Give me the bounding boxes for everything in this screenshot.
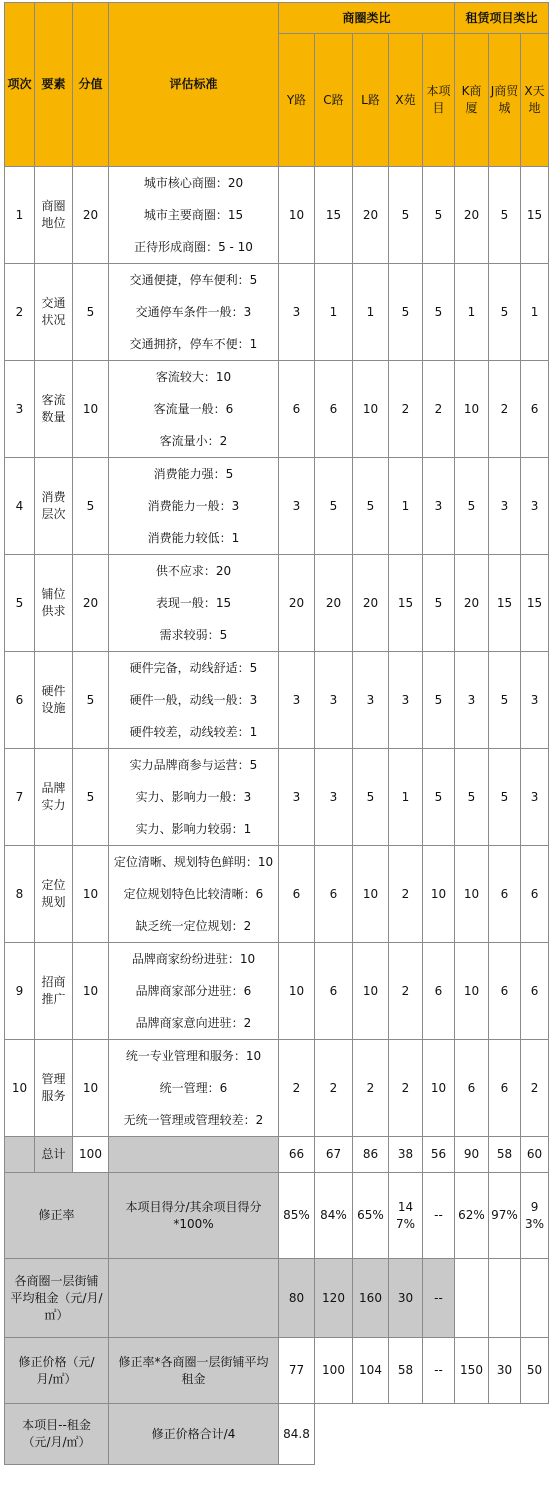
element-cell: 硬件设施 bbox=[35, 652, 73, 749]
adjusted-price-value: -- bbox=[423, 1338, 455, 1404]
value-cell: 15 bbox=[315, 167, 353, 264]
average-rent-value: -- bbox=[423, 1259, 455, 1338]
criteria-line: 实力品牌商参与运营：5 bbox=[129, 758, 258, 772]
item-no-cell: 3 bbox=[5, 361, 35, 458]
total-blank-cell bbox=[5, 1137, 35, 1173]
value-cell: 6 bbox=[455, 1040, 489, 1137]
item-no-cell: 4 bbox=[5, 458, 35, 555]
criteria-cell bbox=[109, 652, 279, 749]
adjusted-price-value: 77 bbox=[279, 1338, 315, 1404]
total-row bbox=[5, 1137, 549, 1173]
criteria-cell bbox=[109, 1040, 279, 1137]
item-no-cell: 2 bbox=[5, 264, 35, 361]
value-cell: 2 bbox=[279, 1040, 315, 1137]
total-score: 100 bbox=[73, 1137, 109, 1173]
value-cell: 3 bbox=[315, 652, 353, 749]
value-cell: 3 bbox=[279, 652, 315, 749]
criteria-line: 供不应求：20 bbox=[155, 564, 232, 578]
value-cell: 3 bbox=[279, 264, 315, 361]
correction-value: 147% bbox=[389, 1173, 423, 1259]
adjusted-price-value: 100 bbox=[315, 1338, 353, 1404]
correction-value: 65% bbox=[353, 1173, 389, 1259]
total-value: 67 bbox=[315, 1137, 353, 1173]
value-cell: 15 bbox=[489, 555, 521, 652]
value-cell: 6 bbox=[315, 846, 353, 943]
criteria-line: 统一管理：6 bbox=[159, 1081, 228, 1095]
total-value: 90 bbox=[455, 1137, 489, 1173]
value-cell: 6 bbox=[521, 846, 549, 943]
criteria-line: 城市主要商圈：15 bbox=[143, 208, 244, 222]
table-row bbox=[5, 361, 549, 458]
table-row bbox=[5, 264, 549, 361]
value-cell: 5 bbox=[455, 458, 489, 555]
element-cell: 交通状况 bbox=[35, 264, 73, 361]
header-criteria: 评估标准 bbox=[109, 3, 279, 167]
criteria-line: 表现一般：15 bbox=[155, 596, 232, 610]
score-cell: 5 bbox=[73, 749, 109, 846]
criteria-line: 无统一管理或管理较差：2 bbox=[123, 1113, 264, 1127]
value-cell: 2 bbox=[389, 846, 423, 943]
average-rent-value bbox=[521, 1259, 549, 1338]
value-cell: 10 bbox=[455, 361, 489, 458]
header-district-comparison: 商圈类比 bbox=[279, 3, 455, 34]
total-value: 60 bbox=[521, 1137, 549, 1173]
score-cell: 10 bbox=[73, 846, 109, 943]
criteria-line: 城市核心商圈：20 bbox=[143, 176, 244, 190]
project-rent-label: 本项目--租金（元/月/㎡） bbox=[5, 1404, 109, 1465]
table-body bbox=[5, 3, 549, 1465]
column-header: C路 bbox=[315, 34, 353, 167]
value-cell: 2 bbox=[389, 1040, 423, 1137]
criteria-line: 客流较大：10 bbox=[155, 370, 232, 384]
criteria-cell bbox=[109, 943, 279, 1040]
criteria-cell bbox=[109, 458, 279, 555]
criteria-line: 硬件完备，动线舒适：5 bbox=[129, 661, 258, 675]
table-row bbox=[5, 1040, 549, 1137]
value-cell: 3 bbox=[423, 458, 455, 555]
correction-value: 85% bbox=[279, 1173, 315, 1259]
value-cell: 3 bbox=[521, 652, 549, 749]
value-cell: 10 bbox=[279, 943, 315, 1040]
table-row bbox=[5, 167, 549, 264]
value-cell: 15 bbox=[521, 167, 549, 264]
criteria-line: 实力、影响力较弱：1 bbox=[135, 822, 252, 836]
adjusted-price-row bbox=[5, 1338, 549, 1404]
average-rent-value bbox=[455, 1259, 489, 1338]
score-cell: 10 bbox=[73, 361, 109, 458]
project-rent-formula: 修正价格合计/4 bbox=[109, 1404, 279, 1465]
table-row bbox=[5, 749, 549, 846]
criteria-cell bbox=[109, 361, 279, 458]
total-value: 38 bbox=[389, 1137, 423, 1173]
criteria-line: 品牌商家意向进驻：2 bbox=[135, 1016, 252, 1030]
header-item-no: 项次 bbox=[5, 3, 35, 167]
header-lease-comparison: 租赁项目类比 bbox=[455, 3, 549, 34]
adjusted-price-label: 修正价格（元/月/㎡） bbox=[5, 1338, 109, 1404]
total-value: 86 bbox=[353, 1137, 389, 1173]
value-cell: 20 bbox=[353, 555, 389, 652]
criteria-line: 定位规划特色比较清晰：6 bbox=[123, 887, 264, 901]
value-cell: 3 bbox=[279, 749, 315, 846]
value-cell: 1 bbox=[353, 264, 389, 361]
item-no-cell: 1 bbox=[5, 167, 35, 264]
criteria-cell bbox=[109, 555, 279, 652]
value-cell: 6 bbox=[521, 943, 549, 1040]
value-cell: 5 bbox=[423, 264, 455, 361]
column-header: J商贸城 bbox=[489, 34, 521, 167]
column-header: K商厦 bbox=[455, 34, 489, 167]
value-cell: 6 bbox=[279, 361, 315, 458]
element-cell: 客流数量 bbox=[35, 361, 73, 458]
value-cell: 3 bbox=[521, 458, 549, 555]
value-cell: 5 bbox=[489, 264, 521, 361]
value-cell: 10 bbox=[455, 846, 489, 943]
adjusted-price-value: 104 bbox=[353, 1338, 389, 1404]
value-cell: 6 bbox=[489, 846, 521, 943]
table-row bbox=[5, 555, 549, 652]
criteria-line: 需求较弱：5 bbox=[159, 628, 228, 642]
adjusted-price-value: 50 bbox=[521, 1338, 549, 1404]
element-cell: 商圈地位 bbox=[35, 167, 73, 264]
value-cell: 5 bbox=[423, 167, 455, 264]
correction-value: 62% bbox=[455, 1173, 489, 1259]
value-cell: 10 bbox=[279, 167, 315, 264]
item-no-cell: 7 bbox=[5, 749, 35, 846]
criteria-line: 交通便捷，停车便利：5 bbox=[129, 273, 258, 287]
criteria-cell bbox=[109, 749, 279, 846]
value-cell: 1 bbox=[521, 264, 549, 361]
value-cell: 3 bbox=[389, 652, 423, 749]
value-cell: 5 bbox=[489, 167, 521, 264]
element-cell: 管理服务 bbox=[35, 1040, 73, 1137]
value-cell: 2 bbox=[353, 1040, 389, 1137]
rent-evaluation-table bbox=[4, 2, 549, 1465]
value-cell: 2 bbox=[389, 361, 423, 458]
value-cell: 6 bbox=[521, 361, 549, 458]
adjusted-price-value: 30 bbox=[489, 1338, 521, 1404]
criteria-line: 品牌商家纷纷进驻：10 bbox=[131, 952, 256, 966]
criteria-line: 正待形成商圈：5 - 10 bbox=[134, 240, 253, 254]
column-header: X天地 bbox=[521, 34, 549, 167]
value-cell: 1 bbox=[315, 264, 353, 361]
score-cell: 5 bbox=[73, 264, 109, 361]
header-score: 分值 bbox=[73, 3, 109, 167]
score-cell: 20 bbox=[73, 167, 109, 264]
value-cell: 1 bbox=[455, 264, 489, 361]
value-cell: 3 bbox=[353, 652, 389, 749]
column-header: L路 bbox=[353, 34, 389, 167]
criteria-line: 缺乏统一定位规划：2 bbox=[135, 919, 252, 933]
score-cell: 5 bbox=[73, 652, 109, 749]
score-cell: 10 bbox=[73, 1040, 109, 1137]
value-cell: 2 bbox=[489, 361, 521, 458]
criteria-line: 统一专业管理和服务：10 bbox=[125, 1049, 262, 1063]
column-header: 本项目 bbox=[423, 34, 455, 167]
project-rent-blank bbox=[315, 1404, 549, 1465]
criteria-line: 消费能力一般：3 bbox=[147, 499, 240, 513]
value-cell: 6 bbox=[315, 361, 353, 458]
value-cell: 2 bbox=[521, 1040, 549, 1137]
average-rent-value: 30 bbox=[389, 1259, 423, 1338]
value-cell: 5 bbox=[489, 749, 521, 846]
value-cell: 20 bbox=[279, 555, 315, 652]
value-cell: 5 bbox=[423, 555, 455, 652]
correction-value: -- bbox=[423, 1173, 455, 1259]
average-rent-value bbox=[489, 1259, 521, 1338]
value-cell: 5 bbox=[315, 458, 353, 555]
criteria-line: 品牌商家部分进驻：6 bbox=[135, 984, 252, 998]
element-cell: 品牌实力 bbox=[35, 749, 73, 846]
value-cell: 3 bbox=[455, 652, 489, 749]
table-row bbox=[5, 652, 549, 749]
value-cell: 20 bbox=[353, 167, 389, 264]
criteria-cell bbox=[109, 167, 279, 264]
item-no-cell: 8 bbox=[5, 846, 35, 943]
total-value: 66 bbox=[279, 1137, 315, 1173]
correction-formula: 本项目得分/其余项目得分*100% bbox=[109, 1173, 279, 1259]
table-row bbox=[5, 846, 549, 943]
value-cell: 15 bbox=[521, 555, 549, 652]
value-cell: 6 bbox=[423, 943, 455, 1040]
value-cell: 3 bbox=[279, 458, 315, 555]
header-row-1 bbox=[5, 3, 549, 34]
value-cell: 10 bbox=[353, 361, 389, 458]
element-cell: 铺位供求 bbox=[35, 555, 73, 652]
project-rent-row bbox=[5, 1404, 549, 1465]
header-element: 要素 bbox=[35, 3, 73, 167]
criteria-cell bbox=[109, 264, 279, 361]
value-cell: 20 bbox=[455, 555, 489, 652]
value-cell: 3 bbox=[489, 458, 521, 555]
value-cell: 6 bbox=[279, 846, 315, 943]
item-no-cell: 10 bbox=[5, 1040, 35, 1137]
value-cell: 10 bbox=[353, 943, 389, 1040]
value-cell: 20 bbox=[315, 555, 353, 652]
column-header: Y路 bbox=[279, 34, 315, 167]
criteria-line: 交通拥挤，停车不便：1 bbox=[129, 337, 258, 351]
element-cell: 招商推广 bbox=[35, 943, 73, 1040]
value-cell: 2 bbox=[315, 1040, 353, 1137]
correction-row bbox=[5, 1173, 549, 1259]
element-cell: 定位规划 bbox=[35, 846, 73, 943]
value-cell: 10 bbox=[455, 943, 489, 1040]
correction-value: 93% bbox=[521, 1173, 549, 1259]
value-cell: 10 bbox=[423, 846, 455, 943]
value-cell: 3 bbox=[521, 749, 549, 846]
criteria-line: 客流量一般：6 bbox=[153, 402, 234, 416]
value-cell: 5 bbox=[423, 652, 455, 749]
criteria-line: 消费能力强：5 bbox=[153, 467, 234, 481]
criteria-line: 客流量小：2 bbox=[159, 434, 228, 448]
value-cell: 1 bbox=[389, 749, 423, 846]
value-cell: 5 bbox=[389, 167, 423, 264]
total-label: 总计 bbox=[35, 1137, 73, 1173]
value-cell: 15 bbox=[389, 555, 423, 652]
value-cell: 10 bbox=[423, 1040, 455, 1137]
correction-label: 修正率 bbox=[5, 1173, 109, 1259]
value-cell: 2 bbox=[389, 943, 423, 1040]
score-cell: 10 bbox=[73, 943, 109, 1040]
value-cell: 1 bbox=[389, 458, 423, 555]
value-cell: 5 bbox=[353, 749, 389, 846]
value-cell: 5 bbox=[489, 652, 521, 749]
criteria-line: 定位清晰、规划特色鲜明：10 bbox=[113, 855, 274, 869]
value-cell: 6 bbox=[489, 1040, 521, 1137]
project-rent-value: 84.8 bbox=[279, 1404, 315, 1465]
item-no-cell: 9 bbox=[5, 943, 35, 1040]
value-cell: 5 bbox=[455, 749, 489, 846]
criteria-cell bbox=[109, 846, 279, 943]
total-criteria-blank bbox=[109, 1137, 279, 1173]
criteria-line: 消费能力较低：1 bbox=[147, 531, 240, 545]
value-cell: 6 bbox=[315, 943, 353, 1040]
value-cell: 2 bbox=[423, 361, 455, 458]
value-cell: 3 bbox=[315, 749, 353, 846]
column-header: X苑 bbox=[389, 34, 423, 167]
adjusted-price-value: 58 bbox=[389, 1338, 423, 1404]
value-cell: 20 bbox=[455, 167, 489, 264]
value-cell: 5 bbox=[353, 458, 389, 555]
table-row bbox=[5, 458, 549, 555]
criteria-line: 硬件较差，动线较差：1 bbox=[129, 725, 258, 739]
average-rent-criteria-blank bbox=[109, 1259, 279, 1338]
criteria-line: 实力、影响力一般：3 bbox=[135, 790, 252, 804]
table-row bbox=[5, 943, 549, 1040]
correction-value: 84% bbox=[315, 1173, 353, 1259]
element-cell: 消费层次 bbox=[35, 458, 73, 555]
criteria-line: 交通停车条件一般：3 bbox=[135, 305, 252, 319]
item-no-cell: 5 bbox=[5, 555, 35, 652]
score-cell: 20 bbox=[73, 555, 109, 652]
total-value: 58 bbox=[489, 1137, 521, 1173]
average-rent-value: 120 bbox=[315, 1259, 353, 1338]
value-cell: 5 bbox=[389, 264, 423, 361]
item-no-cell: 6 bbox=[5, 652, 35, 749]
adjusted-price-formula: 修正率*各商圈一层街铺平均租金 bbox=[109, 1338, 279, 1404]
value-cell: 10 bbox=[353, 846, 389, 943]
criteria-line: 硬件一般，动线一般：3 bbox=[129, 693, 258, 707]
score-cell: 5 bbox=[73, 458, 109, 555]
average-rent-label: 各商圈一层街铺平均租金（元/月/㎡） bbox=[5, 1259, 109, 1338]
value-cell: 6 bbox=[489, 943, 521, 1040]
average-rent-value: 160 bbox=[353, 1259, 389, 1338]
adjusted-price-value: 150 bbox=[455, 1338, 489, 1404]
correction-value: 97% bbox=[489, 1173, 521, 1259]
total-value: 56 bbox=[423, 1137, 455, 1173]
average-rent-row bbox=[5, 1259, 549, 1338]
value-cell: 5 bbox=[423, 749, 455, 846]
average-rent-value: 80 bbox=[279, 1259, 315, 1338]
